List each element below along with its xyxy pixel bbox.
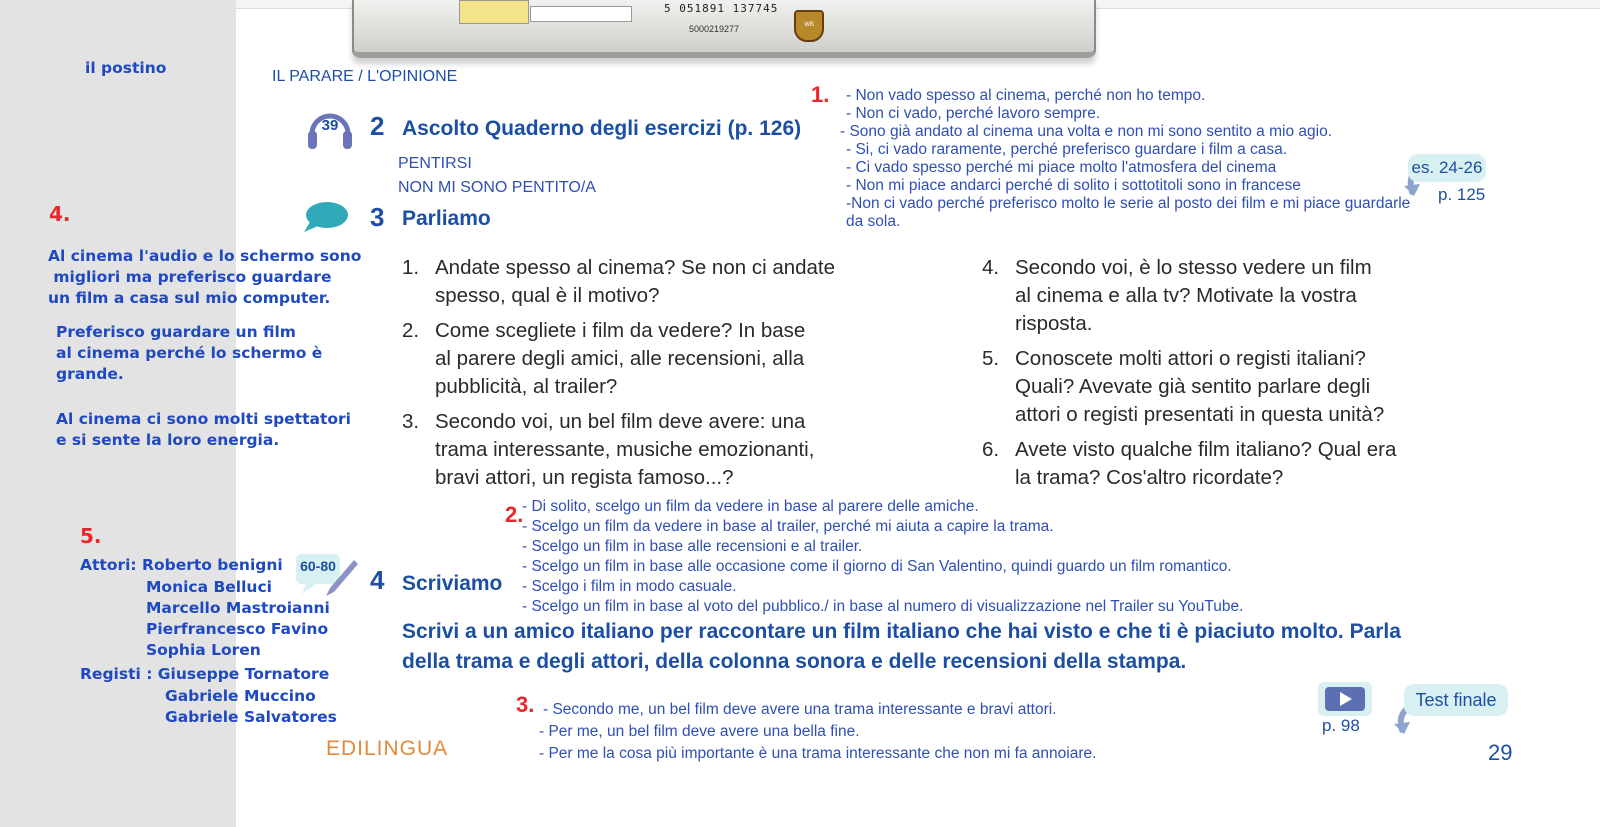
question-line: pubblicità, al trailer? [435,375,618,398]
note-paragraph [56,322,322,385]
question-line: attori o registi presentati in questa unità? [1015,403,1385,426]
answer-line: - Per me la cosa più importante è una trama interessante che non mi fa annoiare. [539,745,1097,762]
answer-line: da sola. [846,213,901,230]
answer-line: - Si, ci vado raramente, perché preferisco guardare i film a casa. [846,141,1288,158]
director-name: Gabriele Salvatores [165,708,337,726]
question-line: trama interessante, musiche emozionanti, [435,438,815,461]
answer-3-list [539,699,1096,765]
section-3-title: Parliamo [402,207,491,230]
question-line: risposta. [1015,312,1093,335]
answer-2-list [522,497,1243,617]
answer-2-number: 2. [505,502,524,527]
answer-1-list [840,87,1411,231]
question-text [1015,345,1384,429]
speech-bubble-icon [300,200,350,234]
writing-task-line: della trama e degli attori, della colonna sonora e delle recensioni della stampa. [402,650,1187,673]
note-title: il postino [85,59,167,77]
answer-line: - Scelgo un film in base al voto del pubblico./ in base al numero di visualizzazione nel Trailer su YouTube. [522,598,1244,615]
topic-heading: IL PARARE / L'OPINIONE [272,68,458,85]
question-line: al cinema e alla tv? Motivate la vostra [1015,284,1357,307]
question-line: Secondo voi, è lo stesso vedere un film [1015,256,1372,279]
page-number: 29 [1488,740,1513,765]
section-4-number: 4 [370,565,385,595]
section-2-title [402,117,801,141]
dvd-code: 5000219277 [689,24,740,34]
section-2-number: 2 [370,111,385,141]
question-text [435,317,805,401]
actors-label: Attori: Roberto benigni [80,556,283,574]
questions-right [982,254,1522,494]
note-line: Al cinema l'audio e lo schermo sono [48,247,362,265]
answer-line: - Secondo me, un bel film deve avere una trama interessante e bravi attori. [543,701,1057,718]
note-line: grande. [56,365,124,383]
question-number: 1. [402,256,420,279]
director-name: Gabriele Muccino [165,687,316,705]
answer-line: - Scelgo i film in modo casuale. [522,578,737,595]
section-2-title-bold: Ascolto [402,117,480,140]
answer-line: - Per me, un bel film deve avere una bella fine. [539,723,860,740]
answer-line: - Non mi piace andarci perché di solito i sottotitoli sono in francese [846,177,1301,194]
exercise-badge[interactable]: es. 24-26 [1408,154,1486,182]
answer-line: - Ci vado spesso perché mi piace molto l'atmosfera del cinema [846,159,1277,176]
question-line: Quali? Avevate già sentito parlare degli [1015,375,1371,398]
note-line: un film a casa sul mio computer. [48,289,331,307]
dvd-case-image [352,0,1096,58]
actor-name: Pierfrancesco Favino [146,620,329,638]
note-line: migliori ma preferisco guardare [48,268,332,286]
vocab-note: NON MI SONO PENTITO/A [398,179,596,196]
question-line: la trama? Cos'altro ricordate? [1015,466,1284,489]
answer-line: - Scelgo un film in base alle occasione come il giorno di San Valentino, quindi guardo un film romantico. [522,558,1232,575]
note-line: al cinema perché lo schermo è [56,344,323,362]
directors-list [165,686,337,728]
question-line: al parere degli amici, alle recensioni, alla [435,347,805,370]
answer-1-number: 1. [811,82,830,107]
answer-line: - Non ci vado, perché lavoro sempre. [846,105,1101,122]
question-text [435,254,835,310]
test-finale-badge[interactable]: Test finale [1404,684,1508,716]
word-count: 60-80 [300,558,336,574]
answer-line: - Sono già andato al cinema una volta e non mi sono sentito a mio agio. [840,123,1333,140]
answer-line: - Scelgo un film da vedere in base al trailer, perché mi aiuta a capire la trama. [522,518,1054,535]
note-number-4: 4. [49,202,71,226]
question-line: Andate spesso al cinema? Se non ci andate [435,256,836,279]
question-line: bravi attori, un regista famoso...? [435,466,734,489]
note-paragraph [48,246,361,309]
question-number: 6. [982,438,1000,461]
question-text [1015,254,1372,338]
section-3-number: 3 [370,202,385,232]
exercise-page-ref: p. 125 [1438,185,1486,204]
actor-name: Sophia Loren [146,641,261,659]
question-line: Come scegliete i film da vedere? In base [435,319,806,342]
answer-line: - Scelgo un film in base alle recensioni e al trailer. [522,538,863,555]
note-line: e si sente la loro energia. [56,431,280,449]
question-line: Secondo voi, un bel film deve avere: una [435,410,806,433]
dvd-label-sticker [459,0,529,24]
note-line: Preferisco guardare un film [56,323,296,341]
answer-3-number: 3. [516,692,535,717]
writing-task [402,617,1401,677]
section-4-title: Scriviamo [402,572,503,595]
question-number: 3. [402,410,420,433]
section-2-title-rest: Quaderno degli esercizi (p. 126) [479,117,802,140]
question-line: spesso, qual è il motivo? [435,284,660,307]
studio-shield-logo: WB [794,10,824,42]
vocab-note: PENTIRSI [398,155,472,172]
question-number: 5. [982,347,1000,370]
dvd-label-sticker [530,6,632,22]
note-paragraph [56,409,351,451]
publisher-logo: EDILINGUA [326,737,449,760]
video-page-ref: p. 98 [1322,716,1360,735]
answer-line: - Di solito, scelgo un film da vedere in base al parere delle amiche. [522,498,979,515]
dvd-barcode: 5 051891 137745 [664,2,779,15]
answer-line: - Non vado spesso al cinema, perché non ho tempo. [846,87,1206,104]
actor-name: Monica Belluci [146,578,272,596]
question-text [1015,436,1396,492]
track-number: 39 [321,117,339,134]
note-line: Al cinema ci sono molti spettatori [56,410,351,428]
video-play-icon[interactable] [1318,682,1372,716]
question-line: Avete visto qualche film italiano? Qual era [1015,438,1397,461]
question-line: Conoscete molti attori o registi italiani? [1015,347,1366,370]
questions-left [402,254,942,494]
actor-name: Marcello Mastroianni [146,599,330,617]
question-number: 2. [402,319,420,342]
question-number: 4. [982,256,1000,279]
question-text [435,408,814,492]
directors-label: Registi : Giuseppe Tornatore [80,665,330,683]
note-number-5: 5. [80,524,102,548]
answer-line: -Non ci vado perché preferisco molto le serie al posto dei film e mi piace guardarle [846,195,1411,212]
writing-task-line: Scrivi a un amico italiano per raccontare un film italiano che hai visto e che ti è piaciuto molto. Parla [402,620,1401,643]
